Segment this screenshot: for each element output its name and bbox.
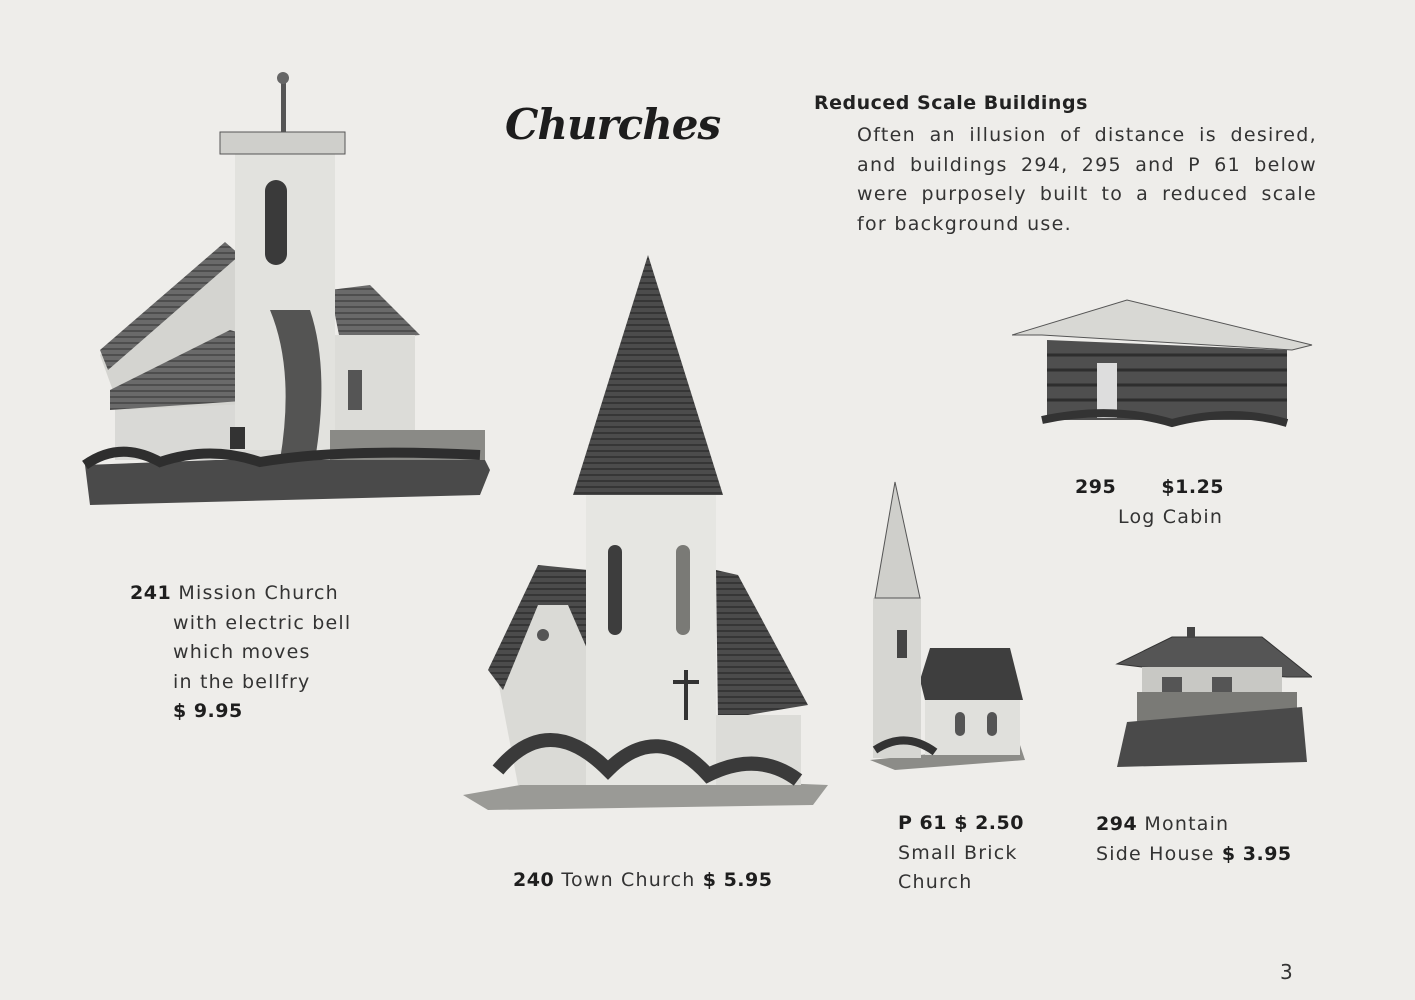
product-name: Side House [1096,842,1215,865]
mission-church-image [80,70,495,510]
caption-line: Church [898,871,973,893]
product-name: Town Church [561,869,696,891]
intro-text [857,121,1317,239]
product-number: 240 [513,869,555,891]
caption-small-brick-church [898,809,1024,898]
product-number: 241 [130,582,172,604]
caption-town-church [513,866,772,896]
caption-log-cabin [1075,473,1224,532]
page-title: Churches [505,100,721,149]
product-price: $ 2.50 [954,812,1024,834]
caption-mission-church [130,579,351,727]
product-price: $ 3.95 [1221,842,1292,865]
product-number: 294 [1096,813,1138,835]
caption-line: Small Brick [898,841,1018,864]
product-name: Log Cabin [1118,505,1224,528]
town-church-image [458,250,836,810]
intro-line: for background use. [857,212,1072,235]
caption-line: with electric bell [173,611,352,634]
product-price: $ 5.95 [702,869,773,891]
product-number: P 61 [898,812,947,834]
product-price: $1.25 [1161,476,1225,498]
product-price: $ 9.95 [173,700,243,722]
product-name: Montain [1144,813,1230,835]
product-number: 295 [1075,476,1117,498]
small-brick-church-image [865,480,1030,775]
intro-line: and buildings 294, 295 and P 61 below [857,153,1317,176]
caption-line: which moves [173,641,311,663]
product-name: Mission Church [178,582,339,604]
caption-line: in the bellfry [173,670,311,693]
page-number: 3 [1280,960,1293,984]
caption-line [130,579,351,609]
intro-heading: Reduced Scale Buildings [814,92,1088,114]
caption-mountain-house [1096,810,1292,869]
intro-line: were purposely built to a reduced scale [857,183,1317,205]
mountain-house-image [1112,622,1312,772]
intro-line: Often an illusion of distance is desired, [857,124,1317,146]
log-cabin-image [1012,295,1317,435]
